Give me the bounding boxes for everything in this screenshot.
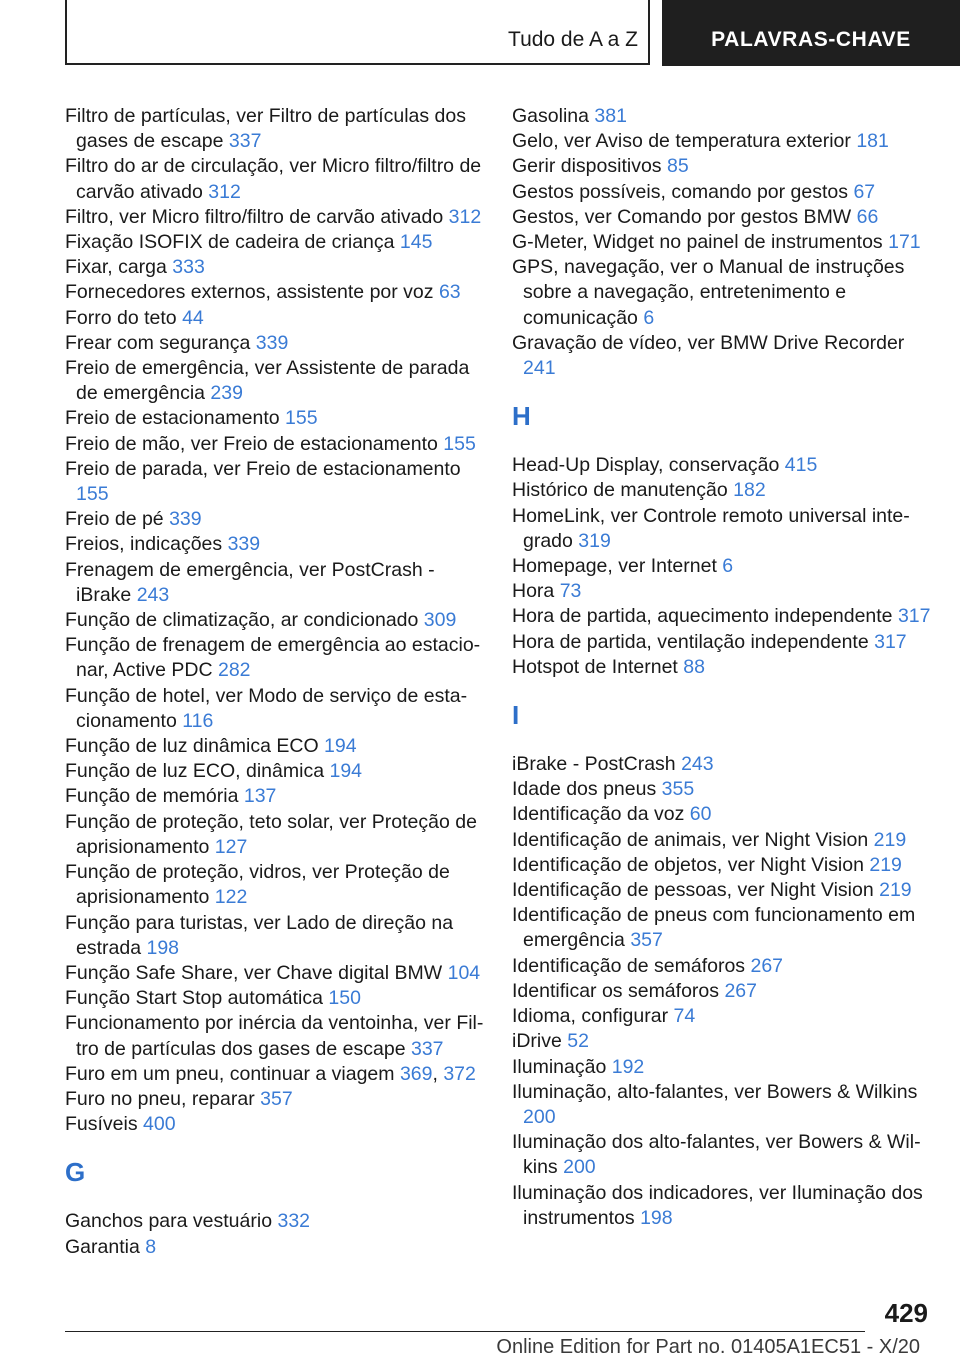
page-reference-link[interactable]: 267 (724, 979, 757, 1002)
index-entry (65, 432, 485, 457)
page-reference-link[interactable]: 150 (328, 987, 361, 1010)
index-entry-text: Head-Up Display, conservação (512, 454, 780, 477)
index-entry (65, 633, 485, 683)
page-reference-link[interactable]: 267 (750, 954, 784, 977)
index-entry-text: Freios, indicações (65, 533, 223, 556)
page-reference-link[interactable]: 6 (643, 306, 655, 329)
index-entry (65, 1112, 485, 1137)
page-reference-link[interactable]: 67 (853, 180, 876, 203)
index-entry-text: Hotspot de Internet (512, 655, 678, 678)
index-entry-text: Freio de parada, ver Freio de estacionamento (65, 457, 461, 480)
index-entry-text: Hora de partida, ventilação independente (512, 630, 869, 653)
page-reference-link[interactable]: 198 (146, 936, 180, 959)
page-reference-link[interactable]: 116 (182, 709, 214, 732)
page-reference-link[interactable]: 63 (438, 281, 461, 304)
index-entry-text: Ganchos para vestuário (65, 1210, 273, 1233)
index-entry-text: Função de luz ECO, dinâmica (65, 760, 325, 783)
page-reference-link[interactable]: 155 (76, 483, 109, 506)
page-reference-link[interactable]: 182 (733, 479, 766, 502)
page-reference-link[interactable]: 88 (683, 655, 705, 678)
index-entry-text: Garantia (65, 1235, 140, 1258)
index-entry (65, 608, 485, 633)
page-reference-link[interactable]: 339 (227, 533, 261, 556)
index-entry (512, 1055, 932, 1080)
index-entry (512, 579, 932, 604)
index-entry-text: Filtro de partículas, ver Filtro de partículas dos gases de escape (65, 105, 466, 153)
index-entry (512, 230, 932, 255)
index-entry (65, 860, 485, 910)
index-entry (512, 979, 932, 1004)
index-entry-text: Iluminação, alto-falantes, ver Bowers & Wilkins (512, 1080, 918, 1103)
index-entry (65, 532, 485, 557)
index-entry-text: Identificar os semáforos (512, 979, 720, 1002)
page-reference-link[interactable]: 400 (143, 1113, 176, 1136)
header-chip-label: PALAVRAS-CHAVE (711, 28, 911, 51)
index-entry (512, 630, 932, 655)
index-entry-text: G-Meter, Widget no painel de instrumentos (512, 231, 883, 254)
index-column-right (512, 104, 932, 1231)
index-entry (65, 784, 485, 809)
index-entry (65, 280, 485, 305)
index-entry (512, 655, 932, 680)
page-reference-link[interactable]: 192 (611, 1055, 645, 1078)
index-entry (512, 954, 932, 979)
index-entry-text: Hora de partida, aquecimento independente (512, 605, 893, 628)
index-entry-text: Idade dos pneus (512, 778, 657, 801)
index-entry-text: Forro do teto (65, 306, 177, 329)
index-entry-text: Função para turistas, ver Lado de direção na estrada (65, 911, 454, 959)
index-entry (65, 507, 485, 532)
index-letter-heading: G (65, 1157, 86, 1188)
index-entry-text: Histórico de manutenção (512, 479, 728, 502)
page-reference-link[interactable]: 200 (563, 1156, 596, 1179)
page-reference-link[interactable]: 219 (879, 879, 912, 902)
page-reference-link[interactable]: 357 (260, 1087, 293, 1110)
index-entry-text: Função de frenagem de emergência ao estacionar, Active PDC (65, 634, 481, 682)
index-column-left (65, 104, 485, 1260)
page-reference-link[interactable]: 66 (856, 205, 879, 228)
index-entry-text: Freio de emergência, ver Assistente de parada de emergência (65, 357, 470, 405)
index-entry-text: Filtro do ar de circulação, ver Micro filtro/filtro de carvão ativado (65, 155, 482, 203)
page-reference-link[interactable]: 198 (640, 1206, 673, 1229)
page-reference-link[interactable]: 155 (285, 407, 318, 430)
index-entry-text: Fixar, carga (65, 256, 167, 279)
index-entry (512, 752, 932, 777)
index-entry-text: Função Safe Share, ver Chave digital BMW (65, 961, 443, 984)
index-entry-text: Frenagem de emergência, ver PostCrash - iBrake (65, 558, 435, 606)
index-entry-text: Fusíveis (65, 1113, 138, 1136)
index-entry-text: Freio de pé (65, 508, 164, 531)
index-entry-text: Função de hotel, ver Modo de serviço de estacionamento (65, 684, 468, 732)
index-entry-text: Identificação de objetos, ver Night Vision (512, 853, 864, 876)
index-entry (512, 478, 932, 503)
index-entry (512, 1004, 932, 1029)
index-entry-text: Homepage, ver Internet (512, 555, 717, 578)
index-entry (65, 104, 485, 154)
index-entry (65, 406, 485, 431)
page-reference-link[interactable]: 194 (329, 760, 363, 783)
index-entry (512, 554, 932, 579)
index-entry (512, 1029, 932, 1054)
index-entry-text: Função de proteção, vidros, ver Proteção de aprisionamento (65, 861, 450, 909)
index-entry (65, 331, 485, 356)
index-entry (512, 504, 932, 554)
index-entry-text: Filtro, ver Micro filtro/filtro de carvão ativado (65, 205, 444, 228)
footer-edition-text: Online Edition for Part no. 01405A1EC51 - X/20 (496, 1336, 920, 1358)
index-entry (512, 104, 932, 129)
page-reference-link[interactable]: 44 (182, 306, 204, 329)
page-reference-link[interactable]: 241 (523, 357, 556, 380)
header-chip (662, 0, 960, 66)
page-reference-link[interactable]: 200 (523, 1105, 556, 1128)
page-reference-link[interactable]: 332 (277, 1210, 311, 1233)
page-reference-link[interactable]: 239 (210, 382, 243, 405)
page-reference-link[interactable]: 369 (399, 1062, 433, 1085)
index-entry-text: Função Start Stop automática (65, 987, 323, 1010)
index-entry-text: Gasolina (512, 105, 589, 127)
page-reference-link[interactable]: 74 (673, 1005, 696, 1028)
index-entry (65, 154, 485, 204)
index-entry (65, 1087, 485, 1112)
page-reference-link[interactable]: 73 (559, 580, 582, 603)
index-entry-text: Gelo, ver Aviso de temperatura exterior (512, 130, 851, 153)
index-entry-text: iBrake - PostCrash (512, 753, 676, 776)
index-entry (512, 1130, 932, 1180)
index-entry (512, 903, 932, 953)
index-entry-text: Frear com segurança (65, 331, 251, 354)
index-entry-text: Freio de estacionamento (65, 407, 280, 430)
page-reference-link[interactable]: 219 (873, 828, 907, 851)
page-reference-link[interactable]: 127 (214, 835, 248, 858)
index-entry (512, 331, 932, 381)
page-reference-link[interactable]: 357 (630, 929, 663, 952)
page-reference-link[interactable]: 355 (661, 778, 695, 801)
index-entry (65, 1235, 485, 1260)
index-entry-text: Iluminação (512, 1055, 607, 1078)
index-entry (65, 986, 485, 1011)
header-rule-left (65, 0, 67, 64)
page-reference-link[interactable]: 317 (897, 605, 931, 628)
page-reference-link[interactable]: 137 (243, 785, 277, 808)
index-entry-text: Furo em um pneu, continuar a viagem (65, 1062, 395, 1085)
index-entry-text: Identificação de pessoas, ver Night Vision (512, 879, 874, 902)
page-reference-link[interactable]: 8 (145, 1235, 157, 1258)
header-rule-divider (648, 0, 650, 64)
index-entry-text: Função de memória (65, 785, 239, 808)
index-entry (512, 180, 932, 205)
page-reference-link[interactable]: 243 (681, 753, 714, 776)
index-entry-text: Hora (512, 580, 555, 603)
page-reference-link[interactable]: 155 (443, 432, 476, 455)
index-entry (512, 777, 932, 802)
index-entry (512, 802, 932, 827)
index-entry-text: Fixação ISOFIX de cadeira de criança (65, 231, 395, 254)
page-reference-link[interactable]: 6 (722, 555, 734, 578)
index-entry (512, 154, 932, 179)
page-reference-link[interactable]: 312 (448, 205, 482, 228)
page-reference-link[interactable]: 219 (869, 853, 902, 876)
index-entry (65, 734, 485, 759)
index-entry (512, 853, 932, 878)
index-entry-text: Funcionamento por inércia da ventoinha, ver Filtro de partículas dos gases de escape (65, 1012, 484, 1060)
index-entry-text: GPS, navegação, ver o Manual de instruções sobre a navegação, entretenimento e comunicação (512, 256, 905, 329)
page-reference-link[interactable]: 309 (423, 609, 457, 632)
footer-rule (65, 1331, 865, 1332)
page-reference-link[interactable]: 122 (214, 886, 248, 909)
page-reference-link[interactable]: 317 (874, 630, 907, 653)
index-entry-text: Função de luz dinâmica ECO (65, 735, 319, 758)
index-entry (65, 1011, 485, 1061)
index-entry-text: Gestos, ver Comando por gestos BMW (512, 205, 852, 228)
index-entry (65, 1209, 485, 1234)
page-reference-link[interactable]: 339 (169, 508, 202, 531)
index-entry (65, 558, 485, 608)
header-rule-bottom (65, 63, 650, 65)
index-entry-text: Gravação de vídeo, ver BMW Drive Recorder (512, 331, 905, 354)
index-entry: Furo em um pneu, continuar a viagem 369, 372 (65, 1062, 476, 1085)
index-entry-text: Freio de mão, ver Freio de estacionamento (65, 432, 438, 455)
page-reference-link[interactable]: 333 (172, 256, 205, 279)
index-entry (65, 457, 485, 507)
index-entry-text: Identificação de semáforos (512, 954, 746, 977)
index-entry (65, 961, 485, 986)
index-entry-text: Identificação de pneus com funcionamento em emergência (512, 904, 916, 952)
page-reference-link[interactable]: 312 (208, 180, 241, 203)
index-entry (512, 205, 932, 230)
index-entry (512, 129, 932, 154)
index-entry (65, 230, 485, 255)
index-entry-text: Função de proteção, teto solar, ver Proteção de aprisionamento (65, 810, 477, 858)
index-entry (512, 1080, 932, 1130)
page-reference-link[interactable]: 52 (567, 1030, 589, 1053)
index-entry-text: Iluminação dos alto-falantes, ver Bowers & Wilkins (512, 1131, 921, 1179)
index-entry (65, 810, 485, 860)
index-entry (512, 1181, 932, 1231)
header-section-label: Tudo de A a Z (508, 28, 638, 51)
page-reference-link[interactable]: 415 (784, 454, 818, 477)
index-entry-text: Identificação da voz (512, 803, 685, 826)
index-entry (65, 759, 485, 784)
page-reference-link[interactable]: 319 (578, 529, 611, 552)
index-entry-text: HomeLink, ver Controle remoto universal integrado (512, 504, 910, 552)
page-reference-link[interactable]: 282 (217, 659, 251, 682)
page-reference-link[interactable]: 171 (888, 231, 921, 254)
index-entry (65, 205, 485, 230)
index-entry-text: Gerir dispositivos (512, 155, 662, 178)
page-reference-link[interactable]: 194 (324, 735, 357, 758)
page-number: 429 (884, 1298, 928, 1328)
page-reference-link[interactable]: 337 (228, 130, 262, 153)
index-entry (512, 828, 932, 853)
page-reference-link[interactable]: 85 (666, 155, 689, 178)
index-entry (512, 604, 932, 629)
page-reference-link[interactable]: 243 (136, 583, 170, 606)
index-entry-text: Furo no pneu, reparar (65, 1087, 255, 1110)
index-entry (65, 255, 485, 280)
index-entry (512, 255, 932, 331)
page-reference-link[interactable]: 181 (856, 130, 889, 153)
index-letter-heading: H (512, 401, 531, 432)
index-letter-heading: I (512, 700, 520, 731)
index-entry (512, 453, 932, 478)
index-entry-text: Função de climatização, ar condicionado (65, 609, 419, 632)
page-reference-link[interactable]: 145 (399, 231, 433, 254)
page-reference-link[interactable]: 337 (410, 1037, 444, 1060)
page-reference-link[interactable]: 60 (689, 803, 712, 826)
index-entry-text: Iluminação dos indicadores, ver Iluminação dos instrumentos (512, 1181, 923, 1229)
index-entry-text: Identificação de animais, ver Night Vision (512, 828, 869, 851)
page-reference-link[interactable]: 372 (443, 1062, 476, 1085)
index-entry-text: Gestos possíveis, comando por gestos (512, 180, 849, 203)
index-entry (65, 356, 485, 406)
page-reference-link[interactable]: 381 (594, 105, 627, 127)
index-entry (65, 684, 485, 734)
index-entry (512, 878, 932, 903)
index-entry-text: iDrive (512, 1030, 562, 1053)
index-entry (65, 911, 485, 961)
index-entry (65, 306, 485, 331)
index-entry-text: Fornecedores externos, assistente por voz (65, 281, 434, 304)
page-reference-link[interactable]: 104 (447, 961, 481, 984)
page-reference-link[interactable]: 339 (255, 331, 289, 354)
index-entry-text: Idioma, configurar (512, 1005, 669, 1028)
